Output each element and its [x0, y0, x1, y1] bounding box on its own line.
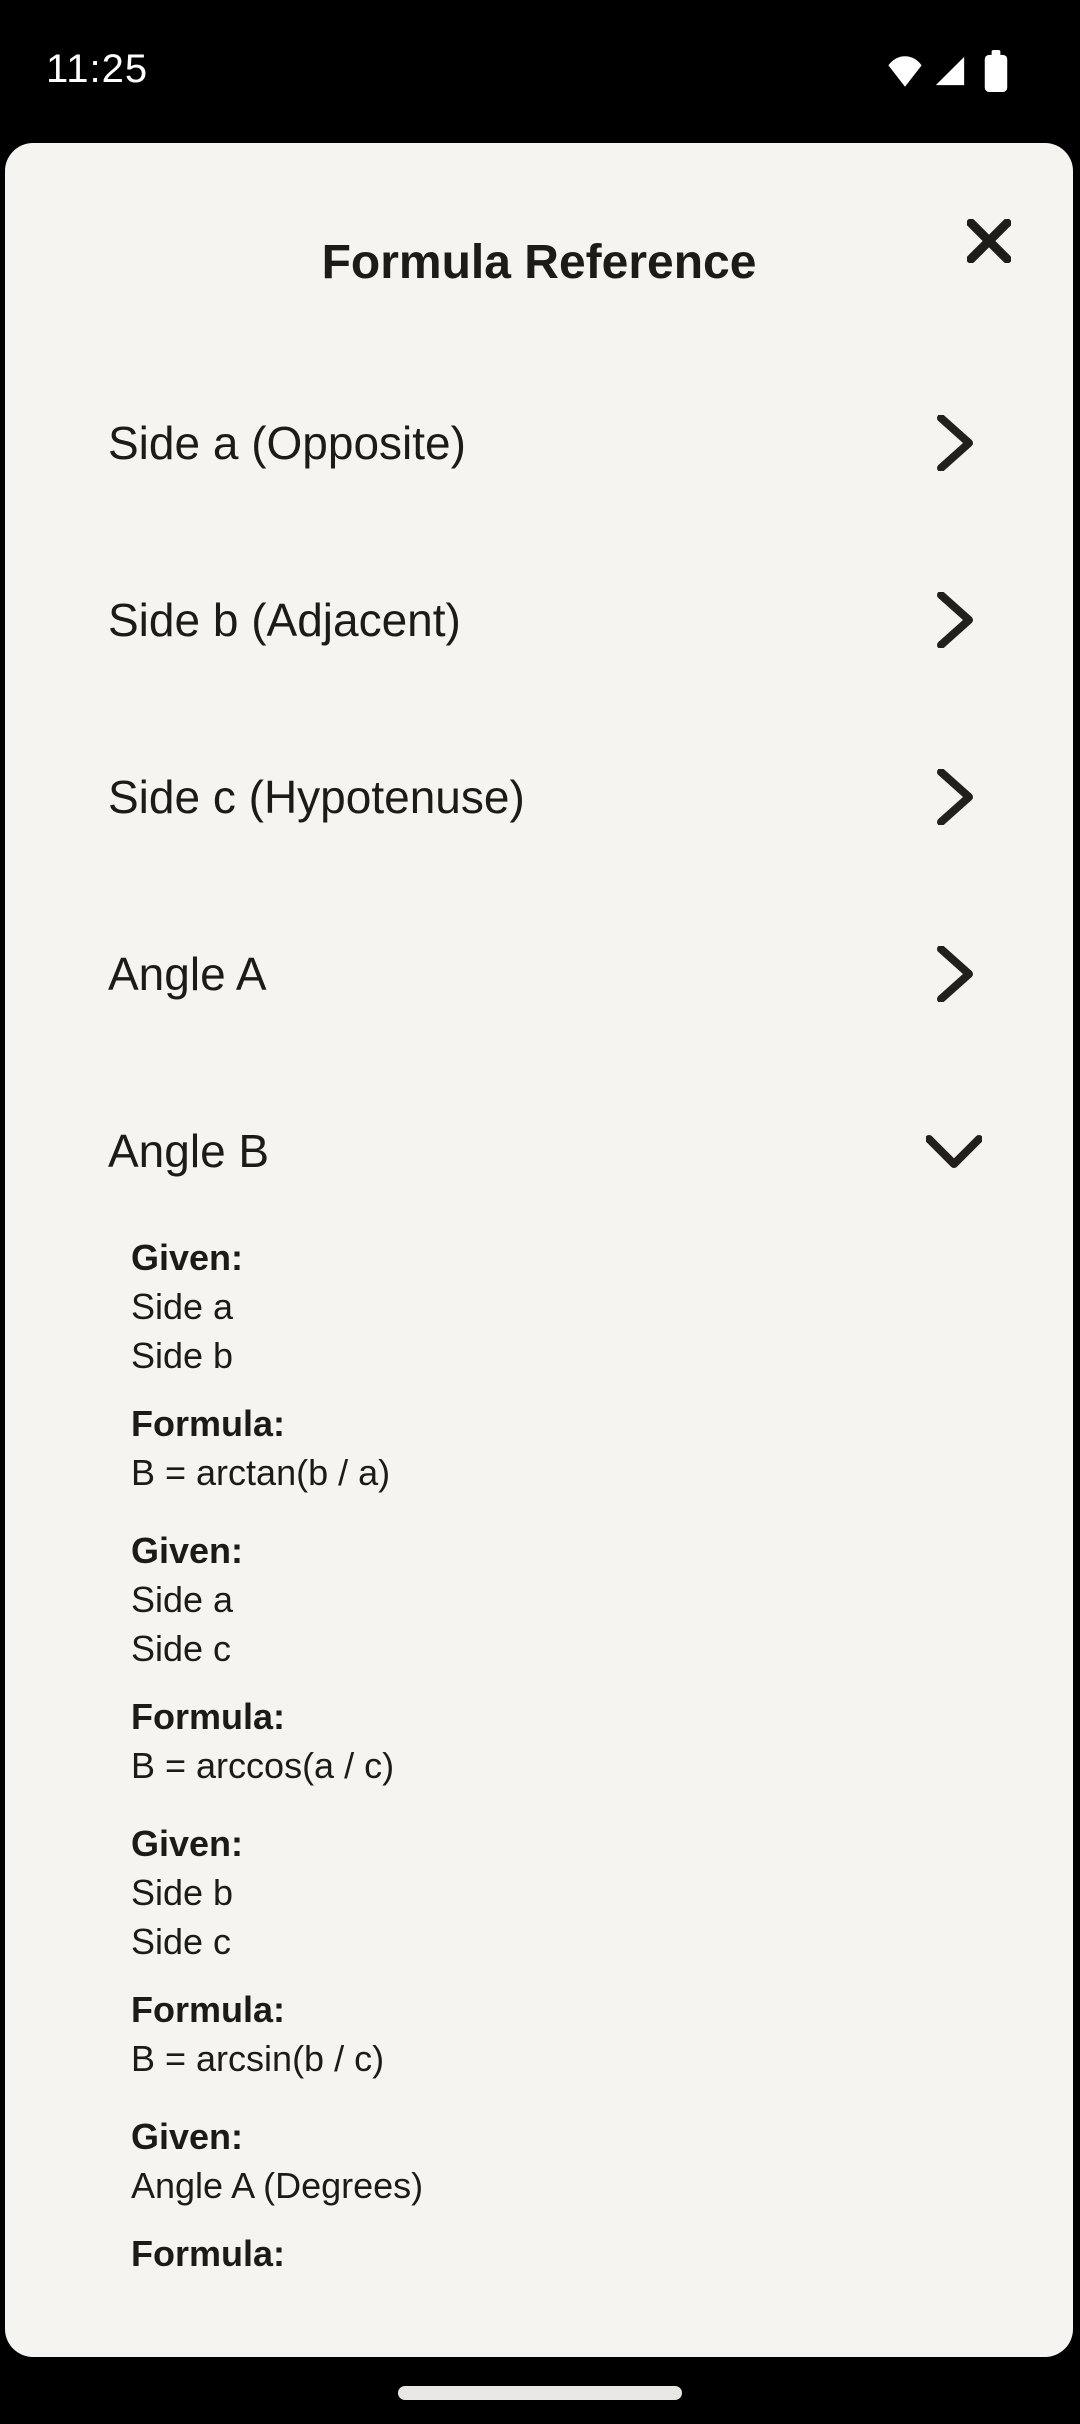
section-row-angle-a[interactable] [5, 885, 1073, 1062]
status-icons [886, 50, 1008, 92]
home-indicator[interactable] [398, 2386, 682, 2400]
close-icon [967, 219, 1011, 263]
battery-icon [984, 50, 1008, 93]
close-button[interactable] [956, 208, 1022, 274]
chevron-right-icon [926, 946, 982, 1002]
given-label: Given: [131, 1237, 244, 1278]
formula-label: Formula: [131, 1696, 286, 1737]
given-block [131, 1526, 970, 1673]
chevron-right-icon [926, 592, 982, 648]
given-value: Side c [131, 1628, 232, 1669]
formula-block [131, 1985, 970, 2083]
dialog-header [5, 143, 1073, 292]
given-value: Angle A (Degrees) [131, 2165, 424, 2206]
given-label: Given: [131, 1530, 244, 1571]
formula-block [131, 1692, 970, 1790]
chevron-right-icon [926, 769, 982, 825]
section-label: Side c (Hypotenuse) [108, 770, 525, 823]
section-label: Angle B [108, 1124, 270, 1177]
formula-block [131, 1399, 970, 1497]
status-time: 11:25 [46, 47, 149, 91]
section-label: Side a (Opposite) [108, 416, 466, 469]
formula-value: B = arcsin(b / c) [131, 2038, 385, 2079]
given-value: Side a [131, 1286, 234, 1327]
given-block [131, 2112, 970, 2210]
formula-label: Formula: [131, 1403, 286, 1444]
given-label: Given: [131, 2116, 244, 2157]
wifi-icon [886, 55, 924, 88]
given-value: Side b [131, 1872, 234, 1913]
section-label: Side b (Adjacent) [108, 593, 461, 646]
given-value: Side c [131, 1921, 232, 1962]
given-block [131, 1819, 970, 1966]
section-row-side-a-opposite[interactable] [5, 354, 1073, 531]
formula-value: B = arctan(b / a) [131, 1452, 391, 1493]
section-row-side-b-adjacent[interactable] [5, 531, 1073, 708]
status-bar [0, 0, 1080, 143]
given-label: Given: [131, 1823, 244, 1864]
formula-label: Formula: [131, 1989, 286, 2030]
given-value: Side a [131, 1579, 234, 1620]
formula-label: Formula: [131, 2233, 286, 2274]
chevron-down-icon [926, 1123, 982, 1179]
section-content-angle-b [5, 1233, 1073, 2278]
chevron-right-icon [926, 415, 982, 471]
section-list [5, 354, 1073, 2278]
formula-block [131, 2229, 970, 2278]
given-block [131, 1233, 970, 1380]
section-row-side-c-hypotenuse[interactable] [5, 708, 1073, 885]
dialog-title: Formula Reference [321, 236, 757, 289]
formula-reference-dialog [5, 143, 1073, 2357]
cellular-signal-icon [933, 54, 967, 88]
section-label: Angle A [108, 947, 267, 1000]
section-row-angle-b[interactable] [5, 1062, 1073, 1239]
given-value: Side b [131, 1335, 234, 1376]
formula-value: B = arccos(a / c) [131, 1745, 395, 1786]
